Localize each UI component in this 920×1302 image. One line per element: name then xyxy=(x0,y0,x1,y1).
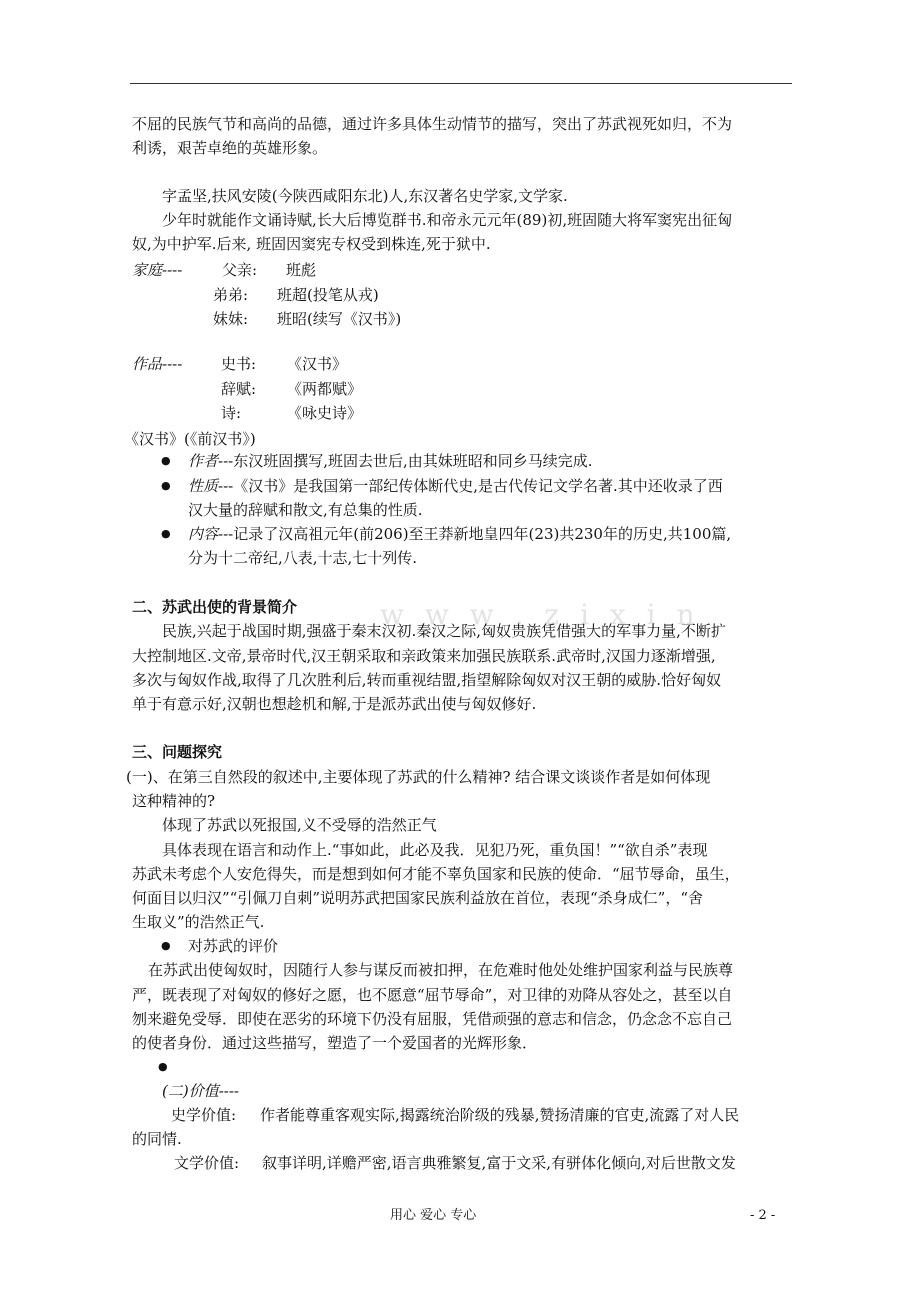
hanshu-item-label: 内容 xyxy=(188,525,219,543)
hanshu-item-text: ---东汉班固撰写,班固去世后,由其妹班昭和同乡马续完成. xyxy=(218,452,593,470)
eval-line: 严，既表现了对匈奴的修好之愿，也不愿意“屈节辱命”，对卫律的劝降从容处之，甚至以自 xyxy=(132,986,733,1004)
answer-summary: 体现了苏武以死报国,义不受辱的浩然正气 xyxy=(162,816,437,834)
lit-value-label: 文学价值: xyxy=(174,1154,240,1172)
detail-line: 苏武未考虑个人安危得失，而是想到如何才能不辜负国家和民族的使命．“屈节辱命，虽生， xyxy=(132,865,740,883)
lit-value-line: 叙事详明,详赡严密,语言典雅繁复,富于文采,有骈体化倾向,对后世散文发 xyxy=(262,1154,736,1172)
hanshu-item-text: ---《汉书》是我国第一部纪传体断代史,是古代传记文学名著.其中还收录了西 xyxy=(218,477,723,495)
hanshu-item xyxy=(188,522,731,546)
hanshu-item-label: 作者 xyxy=(188,452,219,470)
detail-line: 具体表现在语言和动作上.“事如此，此必及我．见犯乃死，重负国！”“欲自杀”表现 xyxy=(162,841,708,859)
hanshu-item xyxy=(188,474,723,498)
hist-value-line: 作者能尊重客观实际,揭露统治阶级的残暴,赞扬清廉的官吏,流露了对人民 xyxy=(260,1106,740,1124)
bangu-line-2: 少年时就能作文诵诗赋,长大后博览群书.和帝永元元年(89)初,班固随大将军窦宪出征匈 xyxy=(162,211,733,229)
works-title: 《汉书》 xyxy=(287,355,348,373)
hist-value-line: 的同情. xyxy=(132,1130,182,1148)
detail-line: 何面目以归汉”“引佩刀自刺”说明苏武把国家民族利益放在首位，表现“杀身成仁”，“舍 xyxy=(132,889,704,907)
works-label: 作品---- xyxy=(132,355,183,373)
hanshu-item xyxy=(188,449,593,473)
family-name: 班昭(续写《汉书》) xyxy=(277,310,402,328)
hanshu-heading: 《汉书》(《前汉书》) xyxy=(124,430,256,448)
bangu-line-1: 字孟坚,扶风安陵(今陕西咸阳东北)人,东汉著名史学家,文学家. xyxy=(162,187,568,205)
value-label: (二)价值---- xyxy=(162,1082,239,1100)
footer-motto: 用心 爱心 专心 xyxy=(390,1208,477,1223)
hanshu-item-text: 分为十二帝纪,八表,十志,七十列传. xyxy=(188,549,418,567)
family-rel: 父亲: xyxy=(222,261,258,279)
bullet-icon: ● xyxy=(161,479,171,492)
question-line: 这种精神的? xyxy=(132,792,216,810)
section2-line: 多次与匈奴作战,取得了几次胜利后,转而重视结盟,指望解除匈奴对汉王朝的威胁.恰好匈奴 xyxy=(132,671,722,689)
works-kind: 辞赋: xyxy=(221,380,257,398)
hist-value-label: 史学价值: xyxy=(171,1106,237,1124)
intro-line-2: 利诱，艰苦卓绝的英雄形象。 xyxy=(132,139,328,157)
page-number: - 2 - xyxy=(750,1208,776,1223)
intro-line-1: 不屈的民族气节和高尚的品德，通过许多具体生动情节的描写，突出了苏武视死如归，不为 xyxy=(132,115,733,133)
section2-title: 二、苏武出使的背景简介 xyxy=(132,598,298,616)
question-line: (一)、在第三自然段的叙述中,主要体现了苏武的什么精神? 结合课文谈谈作者是如何体现 xyxy=(126,768,711,786)
section3-title: 三、问题探究 xyxy=(132,743,223,761)
hanshu-item-text: 汉大量的辞赋和散文,有总集的性质. xyxy=(188,501,423,519)
works-title: 《咏史诗》 xyxy=(287,404,363,422)
family-label: 家庭---- xyxy=(132,261,183,279)
hanshu-item-text: ---记录了汉高祖元年(前206)至王莽新地皇四年(23)共230年的历史,共100篇, xyxy=(218,525,732,543)
bullet-icon: ● xyxy=(161,527,171,540)
hanshu-item-label: 性质 xyxy=(188,477,219,495)
eval-line: 的使者身份．通过这些描写，塑造了一个爱国者的光辉形象． xyxy=(132,1034,538,1052)
bullet-icon: ● xyxy=(161,939,171,952)
section2-line: 单于有意示好,汉朝也想趁机和解,于是派苏武出使与匈奴修好. xyxy=(132,695,537,713)
family-name: 班超(投笔从戎) xyxy=(277,286,379,304)
family-rel: 弟弟: xyxy=(213,286,249,304)
family-rel: 妹妹: xyxy=(213,310,249,328)
family-name: 班彪 xyxy=(286,261,317,279)
eval-label: 对苏武的评价 xyxy=(188,937,279,955)
bullet-icon: ● xyxy=(158,1060,168,1073)
section2-line: 大控制地区.文帝,景帝时代,汉王朝采取和亲政策来加强民族联系.武帝时,汉国力逐渐增强, xyxy=(132,647,716,665)
works-kind: 史书: xyxy=(221,355,257,373)
works-kind: 诗: xyxy=(221,404,242,422)
eval-line: 刎来避免受辱．即使在恶劣的环境下仍没有屈服，凭借顽强的意志和信念，仍念念不忘自己 xyxy=(132,1010,733,1028)
header-rule xyxy=(130,83,792,84)
detail-line: 生取义”的浩然正气. xyxy=(132,913,265,931)
works-title: 《两都赋》 xyxy=(287,380,363,398)
bullet-icon: ● xyxy=(161,454,171,467)
watermark: w w w . z i x i n xyxy=(380,598,701,631)
bangu-line-3: 奴,为中护军.后来, 班固因窦宪专权受到株连,死于狱中. xyxy=(132,235,491,253)
section2-line: 民族,兴起于战国时期,强盛于秦末汉初.秦汉之际,匈奴贵族凭借强大的军事力量,不断扩 xyxy=(162,622,726,640)
eval-line: 在苏武出使匈奴时，因随行人参与谋反而被扣押，在危难时他处处维护国家利益与民族尊 xyxy=(148,961,734,979)
